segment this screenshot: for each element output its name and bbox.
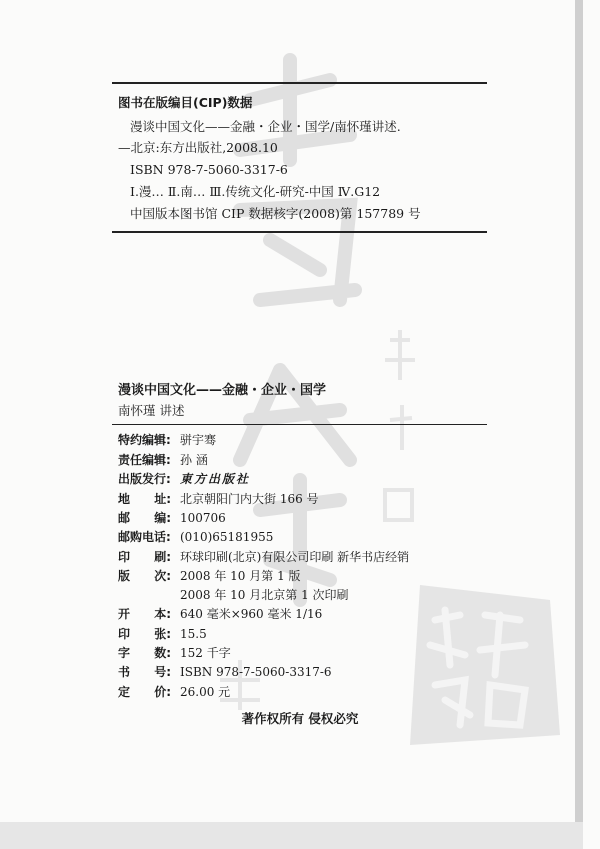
detail-label-a: 邮 bbox=[118, 511, 131, 525]
detail-value: 100706 bbox=[180, 511, 226, 525]
detail-value: 26.00 元 bbox=[180, 685, 231, 699]
detail-label-b: 号: bbox=[154, 665, 171, 679]
detail-label: 特约编辑: bbox=[118, 433, 171, 447]
detail-label-b: 价: bbox=[154, 685, 171, 699]
detail-label-b: 编: bbox=[154, 511, 171, 525]
book-title: 漫谈中国文化——金融・企业・国学 bbox=[118, 383, 327, 398]
copyright-notice: 著作权所有 侵权必究 bbox=[241, 711, 359, 726]
cip-bottom-rule bbox=[112, 231, 487, 233]
detail-value: 152 千字 bbox=[180, 646, 231, 660]
detail-label-a: 开 bbox=[118, 607, 131, 621]
detail-value: ISBN 978-7-5060-3317-6 bbox=[180, 665, 332, 679]
title-rule bbox=[112, 424, 487, 425]
detail-label-a: 印 bbox=[118, 550, 131, 564]
detail-label-a: 字 bbox=[118, 646, 131, 660]
detail-label-b: 数: bbox=[154, 646, 171, 660]
cip-verification: 中国版本图书馆 CIP 数据核字(2008)第 157789 号 bbox=[130, 206, 421, 221]
cip-isbn: ISBN 978-7-5060-3317-6 bbox=[130, 162, 288, 177]
detail-value: 孙 涵 bbox=[180, 453, 208, 467]
detail-value: 骈宇骞 bbox=[180, 433, 217, 447]
cip-classification: Ⅰ.漫… Ⅱ.南… Ⅲ.传统文化-研究-中国 Ⅳ.G12 bbox=[130, 184, 381, 199]
book-author: 南怀瑾 讲述 bbox=[118, 403, 185, 418]
seal-stamp-watermark bbox=[400, 575, 565, 755]
detail-value: 北京朝阳门内大街 166 号 bbox=[180, 492, 319, 506]
detail-label-b: 址: bbox=[154, 492, 171, 506]
detail-label-a: 版 bbox=[118, 569, 131, 583]
detail-value: (010)65181955 bbox=[180, 530, 274, 544]
detail-label-b: 张: bbox=[154, 627, 171, 641]
detail-value: 2008 年 10 月北京第 1 次印刷 bbox=[180, 588, 349, 602]
cip-title-line: 漫谈中国文化——金融・企业・国学/南怀瑾讲述. bbox=[130, 119, 401, 134]
cip-publisher-line: —北京:东方出版社,2008.10 bbox=[118, 140, 278, 155]
detail-label: 邮购电话: bbox=[118, 530, 171, 544]
detail-label: 出版发行: bbox=[118, 472, 171, 486]
page-edge-bottom bbox=[0, 822, 583, 849]
detail-label-b: 刷: bbox=[154, 550, 171, 564]
detail-label-a: 地 bbox=[118, 492, 131, 506]
detail-value: 640 毫米×960 毫米 1/16 bbox=[180, 607, 323, 621]
detail-label-a: 印 bbox=[118, 627, 131, 641]
detail-value: 环球印刷(北京)有限公司印刷 新华书店经销 bbox=[180, 550, 410, 564]
cip-top-rule bbox=[112, 82, 487, 84]
detail-label-b: 次: bbox=[154, 569, 171, 583]
detail-value: 15.5 bbox=[180, 627, 207, 641]
page-edge-right bbox=[575, 0, 583, 822]
detail-label: 责任编辑: bbox=[118, 453, 171, 467]
detail-label-a: 书 bbox=[118, 665, 131, 679]
cip-heading: 图书在版编目(CIP)数据 bbox=[118, 95, 253, 110]
detail-value: 2008 年 10 月第 1 版 bbox=[180, 569, 301, 583]
detail-label-a: 定 bbox=[118, 685, 131, 699]
detail-label-b: 本: bbox=[154, 607, 171, 621]
publisher-logo-text: 東方出版社 bbox=[180, 472, 251, 486]
